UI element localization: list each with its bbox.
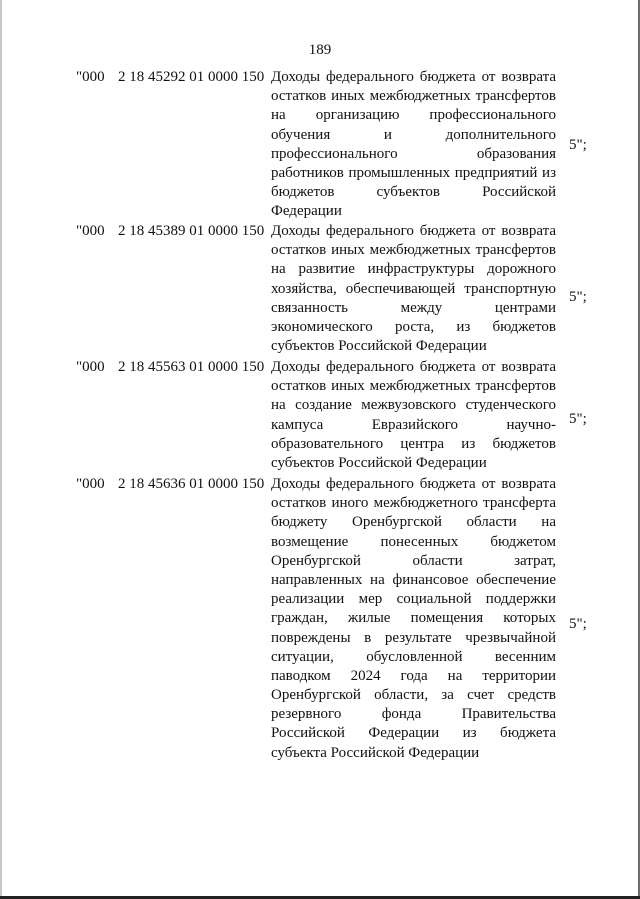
amount-value: 5"; [569,411,587,427]
description-line: работников промышленных предприятий из [271,164,556,181]
description-line: повреждены в результате чрезвычайной [271,629,556,646]
amount-value: 5"; [569,289,587,305]
description-line: хозяйства, обеспечивающей транспортную [271,280,556,297]
income-description [271,68,556,222]
code-prefix: "000 [76,476,105,492]
amount-value: 5"; [569,616,587,632]
description-line: субъекта Российской Федерации [271,744,480,761]
budget-classification-code: 2 18 45563 01 0000 150 [118,359,265,375]
budget-classification-code: 2 18 45389 01 0000 150 [118,223,265,239]
amount-value: 5"; [569,137,587,153]
description-line: кампуса Евразийского научно- [271,416,556,433]
description-line: обучения и дополнительного [271,126,556,143]
description-line: субъектов Российской Федерации [271,454,487,471]
description-line: возмещение понесенных бюджетом [271,533,556,550]
page-number: 189 [308,42,332,58]
code-prefix: "000 [76,223,105,239]
description-line: образовательного центра из бюджетов [271,435,556,452]
description-line: на организацию профессионального [271,107,556,124]
description-line: паводком 2024 года на территории [271,667,556,684]
description-line: субъектов Российской Федерации [271,338,487,355]
description-line: резервного фонда Правительства [271,706,556,723]
description-line: на развитие инфраструктуры дорожного [271,261,556,278]
income-description [271,358,556,473]
code-prefix: "000 [76,359,105,375]
description-line: реализации мер социальной поддержки [271,591,556,608]
description-line: экономического роста, из бюджетов [271,318,556,335]
description-line: Российской Федерации из бюджета [271,725,556,742]
budget-classification-code: 2 18 45292 01 0000 150 [118,69,265,85]
code-prefix: "000 [76,69,105,85]
description-line: остатков иных межбюджетных трансфертов [271,378,556,395]
description-line: профессионального образования [271,145,556,162]
income-description [271,222,556,356]
income-description [271,475,556,763]
description-line: на создание межвузовского студенческого [271,397,556,414]
description-line: остатков иного межбюджетного трансферта [271,495,556,512]
description-line: связанность между центрами [271,299,556,316]
description-line: Федерации [271,203,342,220]
scan-edge-left [0,0,2,899]
description-line: Оренбургской области, за счет средств [271,687,556,704]
description-line: Доходы федерального бюджета от возврата [271,69,556,85]
description-line: бюджетов субъектов Российской [271,184,556,201]
description-line: бюджету Оренбургской области на [271,514,556,531]
description-line: Доходы федерального бюджета от возврата [271,476,556,492]
description-line: Доходы федерального бюджета от возврата [271,223,556,239]
description-line: Оренбургской области затрат, [271,552,556,569]
description-line: направленных на финансовое обеспечение [271,571,556,588]
description-line: Доходы федерального бюджета от возврата [271,359,556,375]
budget-classification-code: 2 18 45636 01 0000 150 [118,476,265,492]
description-line: граждан, жилые помещения которых [271,610,556,627]
description-line: остатков иных межбюджетных трансфертов [271,242,556,259]
description-line: остатков иных межбюджетных трансфертов [271,88,556,105]
description-line: ситуации, обусловленной весенним [271,648,556,665]
